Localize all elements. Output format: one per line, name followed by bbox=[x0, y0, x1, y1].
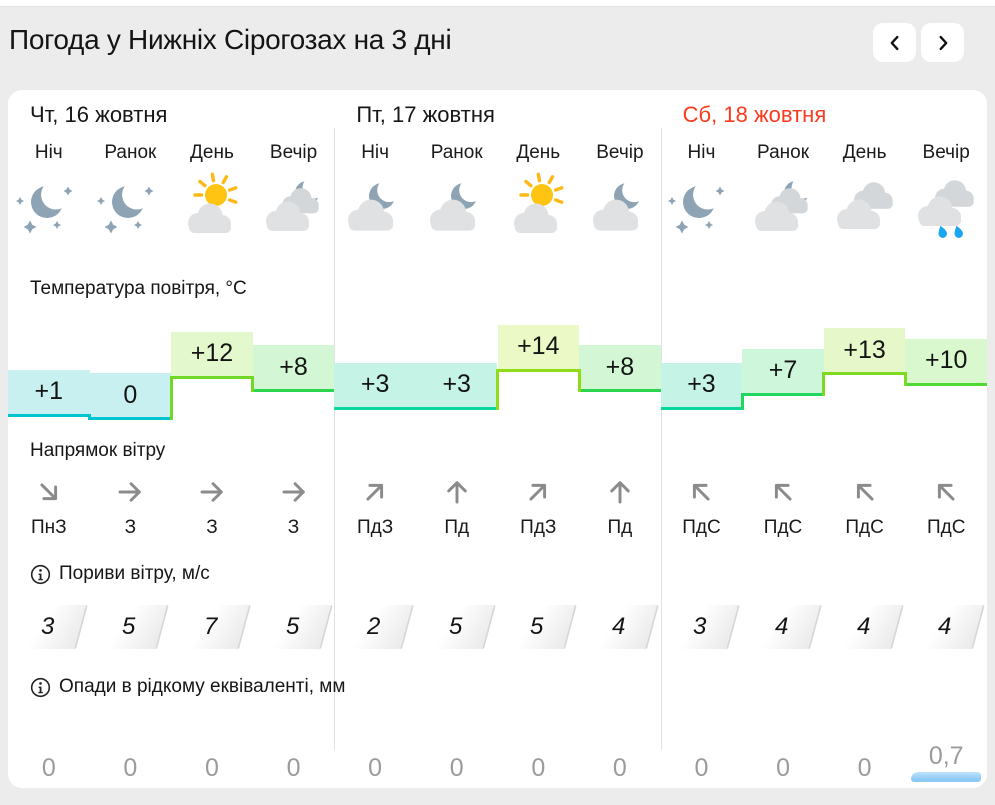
gust-value: 4 bbox=[856, 613, 871, 640]
wind-direction-label: ПнЗ bbox=[30, 517, 67, 538]
temp-block: +7 bbox=[742, 349, 824, 396]
temperature-section-label bbox=[30, 278, 247, 300]
cloud-moon-icon bbox=[417, 171, 497, 241]
wind-arrow-ne-icon bbox=[359, 476, 391, 508]
gust-chip bbox=[255, 605, 333, 649]
clouds-moon-icon bbox=[254, 171, 334, 241]
period-label: Ранок bbox=[757, 142, 810, 163]
wind-arrow-n-icon bbox=[441, 476, 473, 508]
temp-block: +8 bbox=[579, 345, 661, 392]
period-label: Ранок bbox=[430, 142, 483, 163]
wind-arrow-e-icon bbox=[196, 476, 228, 508]
temp-block: +12 bbox=[171, 332, 253, 379]
gust-chip bbox=[581, 605, 659, 649]
period-label: День bbox=[190, 142, 234, 163]
chevron-right-icon bbox=[932, 32, 954, 54]
wind-direction-label: ПдЗ bbox=[520, 517, 557, 538]
temp-block: +3 bbox=[416, 363, 498, 410]
gust-chip bbox=[418, 605, 496, 649]
precip-value: 0 bbox=[368, 754, 383, 782]
gust-chip bbox=[499, 605, 577, 649]
period-label: Вечір bbox=[922, 142, 970, 163]
period-label: День bbox=[842, 142, 887, 163]
temp-block: +10 bbox=[905, 339, 987, 386]
temp-block: 0 bbox=[90, 373, 172, 420]
clear-night-icon bbox=[661, 171, 741, 241]
gust-chip bbox=[826, 605, 904, 649]
gust-value: 5 bbox=[449, 613, 463, 640]
gust-value: 4 bbox=[775, 613, 789, 640]
wind-arrow-e-icon bbox=[278, 476, 310, 508]
gust-value: 5 bbox=[122, 613, 137, 640]
wind-direction-label: ПдЗ bbox=[357, 517, 394, 538]
precip-label-text: Опади в рідкому еквіваленті, мм bbox=[59, 676, 346, 697]
clouds-rain-icon bbox=[906, 171, 986, 241]
temp-block: +3 bbox=[334, 363, 416, 410]
precip-value: 0,7 bbox=[928, 742, 964, 770]
icons-row bbox=[8, 164, 987, 248]
temp-block: +1 bbox=[8, 370, 90, 417]
temp-step-connector bbox=[251, 376, 254, 393]
page-title: Погода у Нижніх Сірогозах на 3 дні bbox=[9, 24, 452, 55]
clear-night-icon bbox=[90, 171, 170, 241]
forecast-card bbox=[8, 90, 987, 788]
wind-direction-label: ПдС bbox=[682, 517, 721, 538]
wind-arrow-nw-icon bbox=[930, 476, 962, 508]
wind-direction-label: ПдС bbox=[926, 517, 966, 538]
day-navigation bbox=[873, 23, 964, 62]
precip-row bbox=[8, 738, 987, 784]
period-label: Ніч bbox=[687, 142, 716, 163]
gust-value: 5 bbox=[530, 613, 544, 640]
temp-block: +8 bbox=[253, 345, 335, 392]
wind-direction-label: Пд bbox=[444, 517, 470, 538]
temp-step-connector bbox=[741, 393, 744, 410]
temp-block: +14 bbox=[498, 325, 580, 372]
day-date[interactable]: Сб, 18 жовтня bbox=[682, 102, 827, 127]
wind-direction-label: ПдС bbox=[845, 517, 884, 538]
precip-value: 0 bbox=[612, 754, 627, 782]
wind-arrow-nw-icon bbox=[685, 476, 717, 508]
wind-dirs-row bbox=[8, 517, 987, 539]
period-label: Ніч bbox=[34, 142, 63, 163]
gust-chip bbox=[10, 605, 88, 649]
wind-direction-label: З bbox=[124, 517, 137, 538]
day-date[interactable]: Чт, 16 жовтня bbox=[30, 102, 168, 127]
temp-block: +3 bbox=[661, 363, 743, 410]
wind-label-text: Напрямок вітру bbox=[30, 440, 166, 461]
period-label: Вечір bbox=[269, 142, 318, 163]
temp-step-connector bbox=[88, 414, 91, 420]
periods-row bbox=[8, 142, 987, 164]
temp-step-connector bbox=[170, 376, 173, 420]
gusts-section-label bbox=[30, 563, 210, 585]
sun-cloud-icon bbox=[172, 171, 252, 241]
precip-value: 0 bbox=[123, 754, 138, 782]
gust-value: 3 bbox=[41, 613, 55, 640]
precip-section-label bbox=[30, 676, 345, 698]
temperature-label-text: Температура повітря, °C bbox=[30, 278, 247, 299]
gust-chip bbox=[663, 605, 741, 649]
chevron-left-icon bbox=[884, 32, 906, 54]
period-label: День bbox=[516, 142, 561, 163]
gust-chip bbox=[744, 605, 822, 649]
gust-chip bbox=[336, 605, 414, 649]
wind-arrows-row bbox=[8, 473, 987, 511]
precip-value: 0 bbox=[857, 754, 872, 782]
wind-arrow-ne-icon bbox=[522, 476, 554, 508]
info-icon[interactable] bbox=[30, 677, 51, 698]
precip-value: 0 bbox=[205, 754, 219, 782]
sun-cloud-icon bbox=[498, 171, 578, 241]
wind-direction-label: ПдС bbox=[763, 517, 803, 538]
wind-arrow-nw-icon bbox=[849, 476, 881, 508]
precip-value: 0 bbox=[776, 754, 790, 782]
period-label: Ранок bbox=[104, 142, 157, 163]
period-label: Ніч bbox=[361, 142, 390, 163]
dates-row bbox=[8, 102, 987, 128]
temp-block: +13 bbox=[824, 328, 906, 375]
gust-value: 5 bbox=[285, 613, 300, 640]
gust-value: 4 bbox=[938, 613, 952, 640]
cloud-moon-icon bbox=[335, 171, 415, 241]
temp-step-connector bbox=[578, 369, 581, 393]
prev-days-button[interactable] bbox=[873, 23, 916, 62]
period-label: Вечір bbox=[596, 142, 644, 163]
precip-value: 0 bbox=[694, 754, 709, 782]
temperature-step-chart bbox=[8, 302, 987, 432]
gust-chip bbox=[91, 605, 169, 649]
precip-value: 0 bbox=[41, 754, 56, 782]
day-date[interactable]: Пт, 17 жовтня bbox=[356, 102, 495, 127]
cloud-moon-icon bbox=[580, 171, 660, 241]
precip-amount-bar bbox=[911, 772, 981, 782]
wind-arrow-e-icon bbox=[114, 476, 146, 508]
gust-chip bbox=[173, 605, 251, 649]
precip-value: 0 bbox=[449, 754, 464, 782]
gust-value: 3 bbox=[693, 613, 708, 640]
wind-arrow-se-icon bbox=[33, 476, 65, 508]
gusts-label-text: Пориви вітру, м/с bbox=[59, 563, 210, 584]
wind-direction-label: З bbox=[206, 517, 218, 538]
gust-value: 2 bbox=[367, 613, 381, 640]
wind-arrow-n-icon bbox=[604, 476, 636, 508]
next-days-button[interactable] bbox=[921, 23, 964, 62]
temp-step-connector bbox=[904, 372, 907, 385]
temp-step-connector bbox=[496, 369, 499, 410]
info-icon[interactable] bbox=[30, 564, 51, 585]
gust-chip bbox=[907, 605, 985, 649]
wind-direction-label: Пд bbox=[607, 517, 633, 538]
clear-night-icon bbox=[9, 171, 89, 241]
wind-direction-label: З bbox=[287, 517, 300, 538]
gust-value: 7 bbox=[204, 613, 218, 640]
widget-header bbox=[0, 7, 995, 90]
clouds-icon bbox=[825, 171, 905, 241]
precip-value: 0 bbox=[286, 754, 301, 782]
precip-value: 0 bbox=[531, 754, 546, 782]
wind-section-label bbox=[30, 440, 165, 462]
gusts-row bbox=[8, 604, 987, 650]
clouds-moon-icon bbox=[743, 171, 823, 241]
gust-value: 4 bbox=[612, 613, 626, 640]
page-top-strip bbox=[0, 0, 995, 7]
temp-step-connector bbox=[822, 372, 825, 396]
wind-arrow-nw-icon bbox=[767, 476, 799, 508]
